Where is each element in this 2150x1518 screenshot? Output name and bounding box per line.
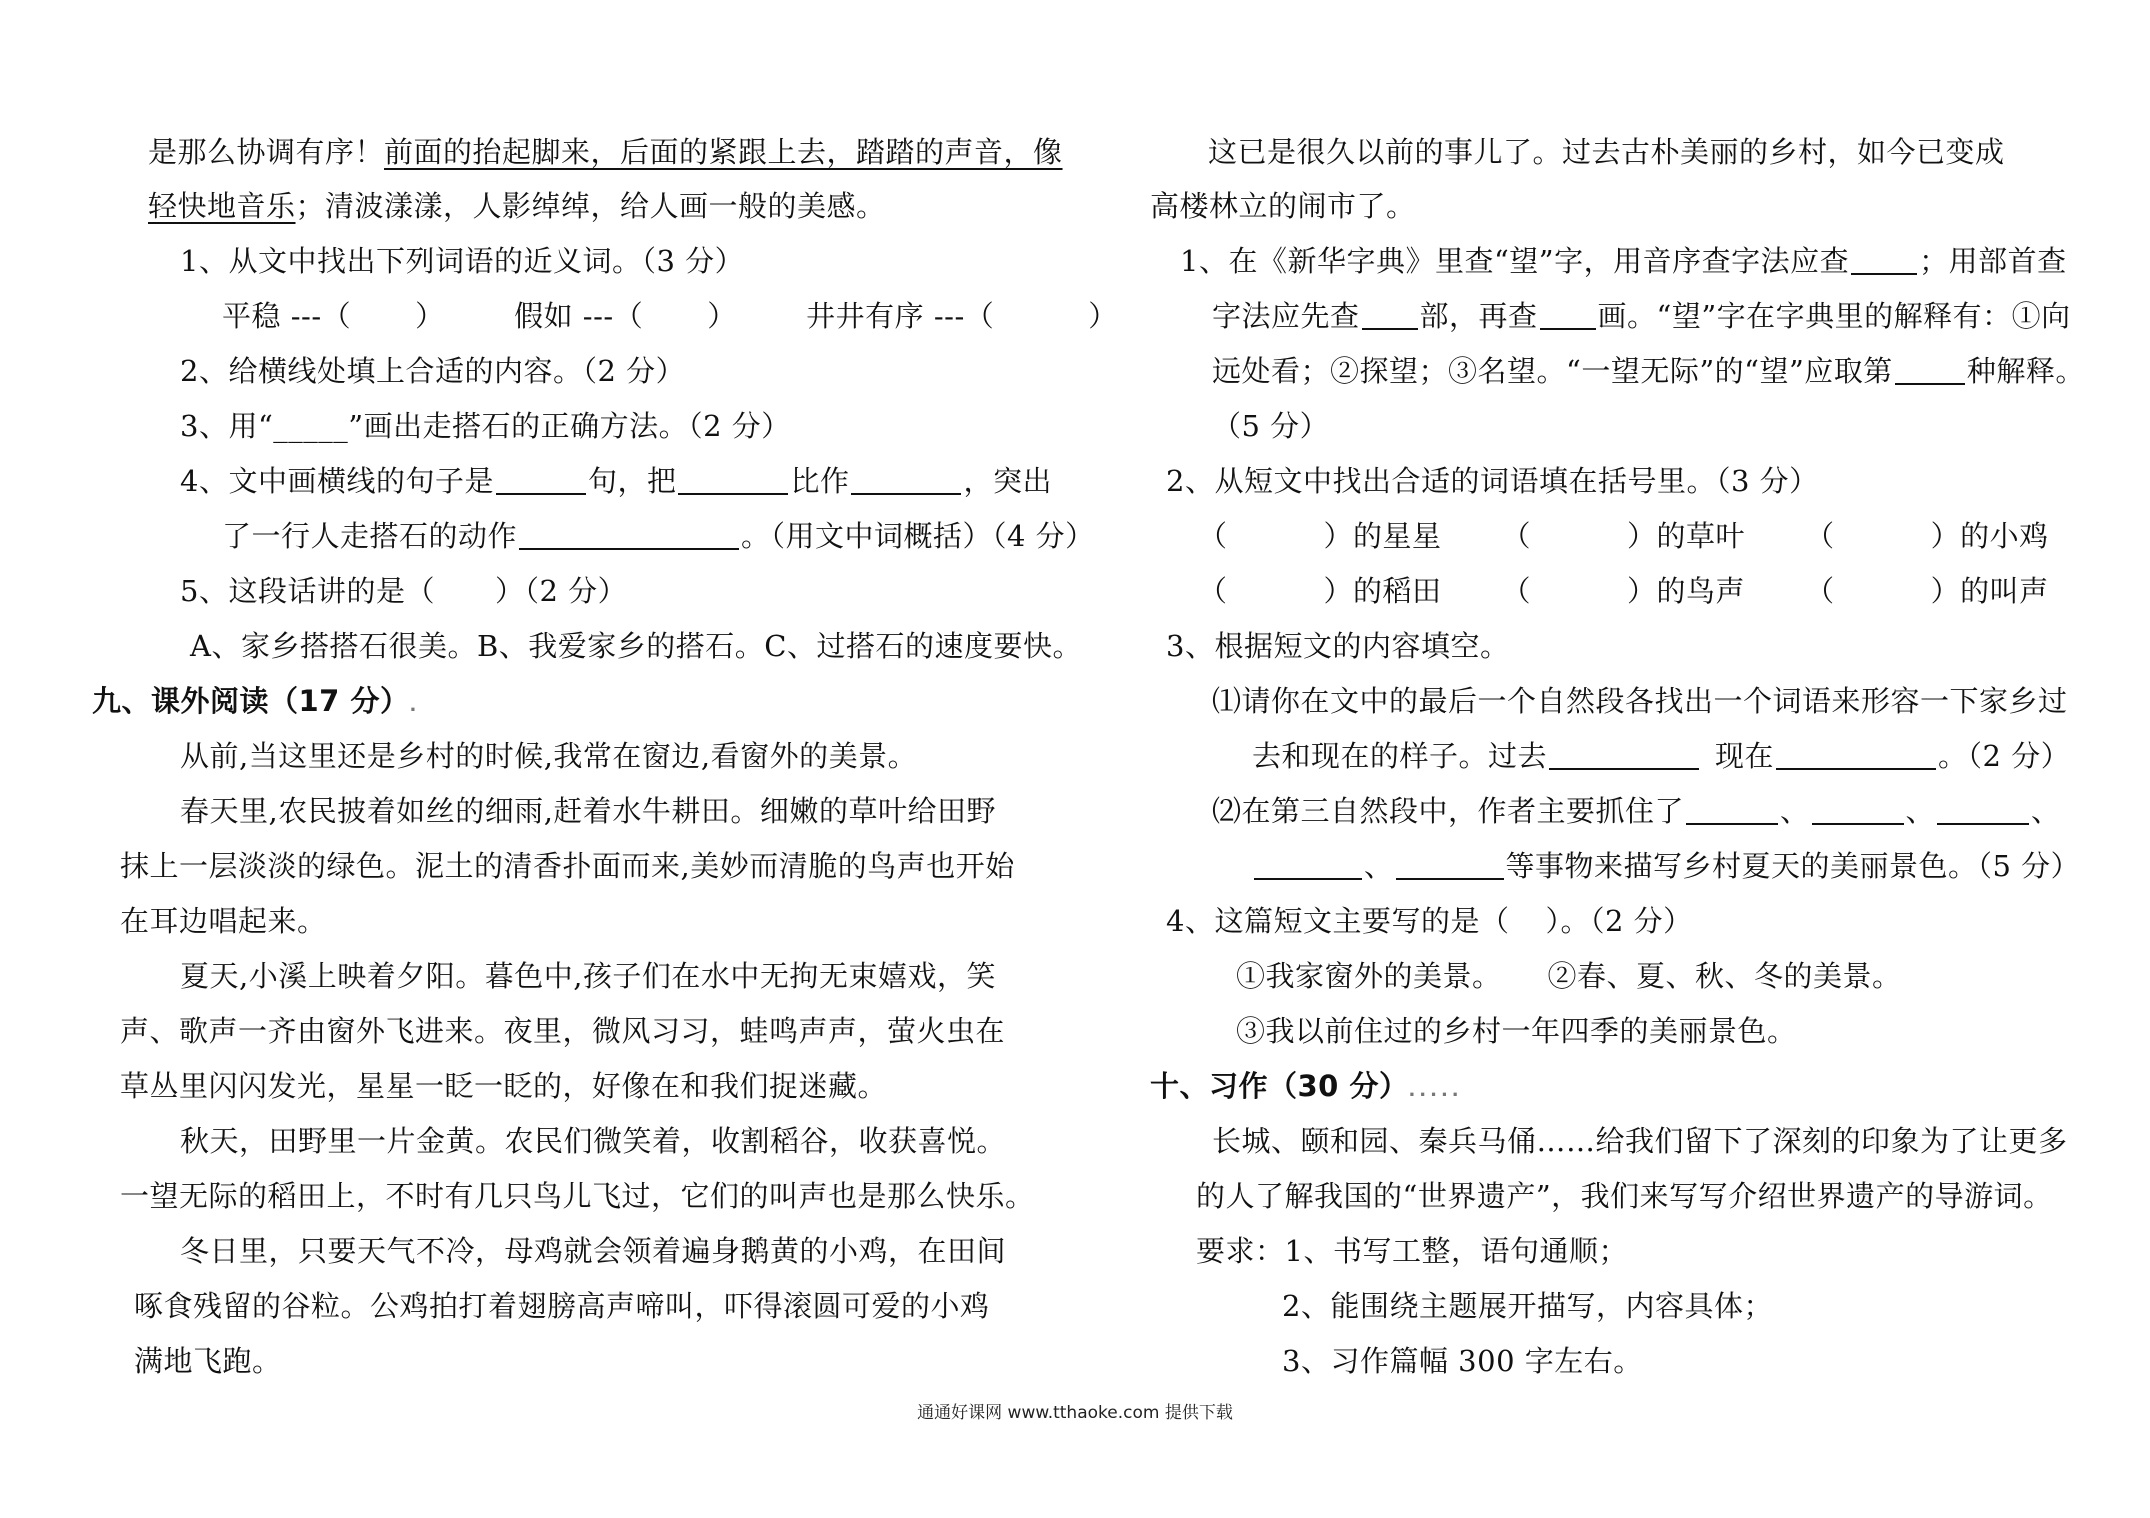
answer-blank[interactable] <box>1776 742 1936 770</box>
answer-blank[interactable] <box>1812 797 1904 825</box>
item-text: ）的小鸡 <box>1930 519 2049 553</box>
item-text: ）的叫声 <box>1930 574 2049 608</box>
question-4 <box>180 463 1052 499</box>
passage-line <box>148 188 886 224</box>
writing-prompt-line: 长城、颐和园、秦兵马俑……给我们留下了深刻的印象为了让更多 <box>1212 1124 2068 1158</box>
writing-requirement: 3、习作篇幅 300 字左右。 <box>1282 1344 1643 1378</box>
question-text: 种解释。 <box>1966 354 2085 388</box>
question-r4 <box>1166 903 1693 939</box>
question-text: 画。“望”字在字典里的解释有：①向 <box>1597 299 2071 333</box>
question-text: ⑵在第三自然段中，作者主要抓住了 <box>1212 794 1685 828</box>
answer-blank[interactable] <box>1895 357 1965 385</box>
item-text: ） <box>415 299 445 333</box>
item-text: 假如 ---（ <box>514 299 644 333</box>
paren: （ <box>1501 519 1532 553</box>
reading-line: 高楼林立的闹市了。 <box>1150 189 1416 223</box>
reading-line: 啄食残留的谷粒。公鸡拍打着翅膀高声啼叫，吓得滚圆可爱的小鸡 <box>134 1289 990 1323</box>
reading-line: 冬日里，只要天气不冷，母鸡就会领着遍身鹅黄的小鸡，在田间 <box>180 1234 1007 1268</box>
answer-blank[interactable] <box>1396 852 1504 880</box>
reading-line: 从前,当这里还是乡村的时候,我常在窗边,看窗外的美景。 <box>180 739 918 773</box>
question-5-options: A、家乡搭搭石很美。B、我爱家乡的搭石。C、过搭石的速度要快。 <box>190 629 1082 663</box>
question-text: 等事物来描写乡村夏天的美丽景色。（5 分） <box>1505 849 2081 883</box>
question-text: ，突出 <box>963 464 1052 498</box>
item-text: 平稳 ---（ <box>222 299 352 333</box>
question-2: 2、给横线处填上合适的内容。（2 分） <box>180 354 686 388</box>
reading-line: 春天里,农民披着如丝的细雨,赶着水牛耕田。细嫩的草叶给田野 <box>180 794 996 828</box>
question-text: 。（用文中词概括）（4 分） <box>741 519 1095 553</box>
answer-blank[interactable] <box>851 467 961 495</box>
question-text: ；用部首查 <box>1919 244 2067 278</box>
answer-blank[interactable] <box>996 304 1086 330</box>
item-text: ） <box>707 299 737 333</box>
answer-blank[interactable] <box>1540 302 1596 330</box>
page-footer: 通通好课网 www.tthaoke.com 提供下载 <box>917 1403 1233 1423</box>
answer-blank[interactable] <box>496 467 586 495</box>
question-r4-options <box>1236 958 1902 994</box>
question-r3-2-cont <box>1252 848 2080 884</box>
question-1: 1、从文中找出下列词语的近义词。（3 分） <box>180 244 745 278</box>
question-r2-row <box>1198 573 2049 609</box>
question-r3-2 <box>1212 793 2061 829</box>
question-text: 。（2 分） <box>1938 739 2071 773</box>
question-text: 1、在《新华字典》里查“望”字，用音序查字法应查 <box>1180 244 1850 278</box>
answer-blank[interactable] <box>1851 247 1917 275</box>
answer-blank[interactable] <box>645 304 705 330</box>
underlined-sentence: 前面的抬起脚来，后面的紧跟上去，踏踏的声音，像 <box>384 135 1063 169</box>
item-text: ）的草叶 <box>1627 519 1746 553</box>
item-text: ）的星星 <box>1323 519 1442 553</box>
question-4-cont <box>222 518 1095 554</box>
question-r1-score: （5 分） <box>1212 409 1330 443</box>
question-text: 、 <box>2031 794 2061 828</box>
reading-line: 抹上一层淡淡的绿色。泥土的清香扑面而来,美妙而清脆的鸟声也开始 <box>120 849 1015 883</box>
reading-line: 夏天,小溪上映着夕阳。暮色中,孩子们在水中无拘无束嬉戏，笑 <box>180 959 996 993</box>
reading-line: 这已是很久以前的事儿了。过去古朴美丽的乡村，如今已变成 <box>1208 135 2005 169</box>
writing-prompt-line: 的人了解我国的“世界遗产”，我们来写写介绍世界遗产的导游词。 <box>1196 1179 2053 1213</box>
answer-blank[interactable] <box>353 304 413 330</box>
question-text: 4、这篇短文主要写的是（ <box>1166 904 1510 938</box>
answer-blank[interactable] <box>1937 797 2029 825</box>
paren: （ <box>1501 574 1532 608</box>
paren: （ <box>1198 574 1228 608</box>
heading-dot: . <box>409 695 421 716</box>
passage-line <box>148 134 1063 170</box>
answer-blank[interactable] <box>519 522 739 550</box>
question-r3-1: ⑴请你在文中的最后一个自然段各找出一个词语来形容一下家乡过 <box>1212 684 2068 718</box>
question-text: 、 <box>1905 794 1936 828</box>
question-r1-cont <box>1212 298 2071 334</box>
section-9-heading <box>92 683 420 724</box>
passage-text: 是那么协调有序！ <box>148 135 385 169</box>
question-text: 、 <box>1364 849 1394 883</box>
reading-line: 在耳边唱起来。 <box>120 904 327 938</box>
question-text: ）。（2 分） <box>1545 904 1693 938</box>
item-text: ） <box>1088 299 1118 333</box>
passage-text: ；清波漾漾，人影绰绰，给人画一般的美感。 <box>295 189 886 223</box>
reading-line: 一望无际的稻田上，不时有几只鸟儿飞过，它们的叫声也是那么快乐。 <box>120 1179 1035 1213</box>
question-r4-option-3: ③我以前住过的乡村一年四季的美丽景色。 <box>1236 1014 1797 1048</box>
question-r1-cont <box>1212 353 2085 389</box>
question-5 <box>180 573 627 609</box>
question-r3: 3、根据短文的内容填空。 <box>1166 629 1510 663</box>
question-1-items <box>222 298 1118 334</box>
reading-line: 秋天，田野里一片金黄。农民们微笑着，收割稻谷，收获喜悦。 <box>180 1124 1007 1158</box>
question-text: 去和现在的样子。过去 <box>1252 739 1548 773</box>
question-r2: 2、从短文中找出合适的词语填在括号里。（3 分） <box>1166 464 1819 498</box>
option-text: ②春、夏、秋、冬的美景。 <box>1547 959 1902 993</box>
heading-dots: ..... <box>1408 1080 1463 1101</box>
section-10-heading <box>1150 1068 1463 1109</box>
paren: （ <box>1198 519 1228 553</box>
question-text: 现在 <box>1715 739 1775 773</box>
question-text: 5、这段话讲的是（ <box>180 574 435 608</box>
writing-requirement: 要求：1、书写工整，语句通顺； <box>1196 1234 1628 1268</box>
answer-blank[interactable] <box>678 467 788 495</box>
heading-text: 九、课外阅读（17 分） <box>92 684 410 718</box>
question-text: 部，再查 <box>1419 299 1538 333</box>
heading-text: 十、习作（30 分） <box>1150 1069 1409 1103</box>
writing-requirement: 2、能围绕主题展开描写，内容具体； <box>1282 1289 1773 1323</box>
answer-blank[interactable] <box>1254 852 1362 880</box>
item-text: 井井有序 ---（ <box>806 299 995 333</box>
answer-blank[interactable] <box>1362 302 1418 330</box>
reading-line: 声、歌声一齐由窗外飞进来。夜里，微风习习，蛙鸣声声，萤火虫在 <box>120 1014 1006 1048</box>
item-text: ）的鸟声 <box>1627 574 1746 608</box>
answer-blank[interactable] <box>1686 797 1778 825</box>
answer-blank[interactable] <box>1549 742 1699 770</box>
question-r1 <box>1180 243 2067 279</box>
question-text: 、 <box>1780 794 1810 828</box>
underlined-sentence: 轻快地音乐 <box>148 189 296 223</box>
question-text: 比作 <box>790 464 850 498</box>
question-text: 远处看；②探望；③名望。“一望无际”的“望”应取第 <box>1212 354 1893 388</box>
question-text: 字法应先查 <box>1212 299 1360 333</box>
question-text: 句，把 <box>587 464 677 498</box>
paren: （ <box>1805 574 1835 608</box>
item-text: ）的稻田 <box>1323 574 1442 608</box>
reading-line: 满地飞跑。 <box>134 1344 282 1378</box>
question-text: ）（2 分） <box>494 574 628 608</box>
reading-line: 草丛里闪闪发光，星星一眨一眨的，好像在和我们捉迷藏。 <box>120 1069 888 1103</box>
option-text: ①我家窗外的美景。 <box>1236 959 1502 993</box>
question-text: 了一行人走搭石的动作 <box>222 519 518 553</box>
question-3: 3、用“_____”画出走搭石的正确方法。（2 分） <box>180 409 791 443</box>
question-r3-1-cont <box>1252 738 2070 774</box>
paren: （ <box>1805 519 1835 553</box>
question-text: 4、文中画横线的句子是 <box>180 464 494 498</box>
question-r2-row <box>1198 518 2049 554</box>
